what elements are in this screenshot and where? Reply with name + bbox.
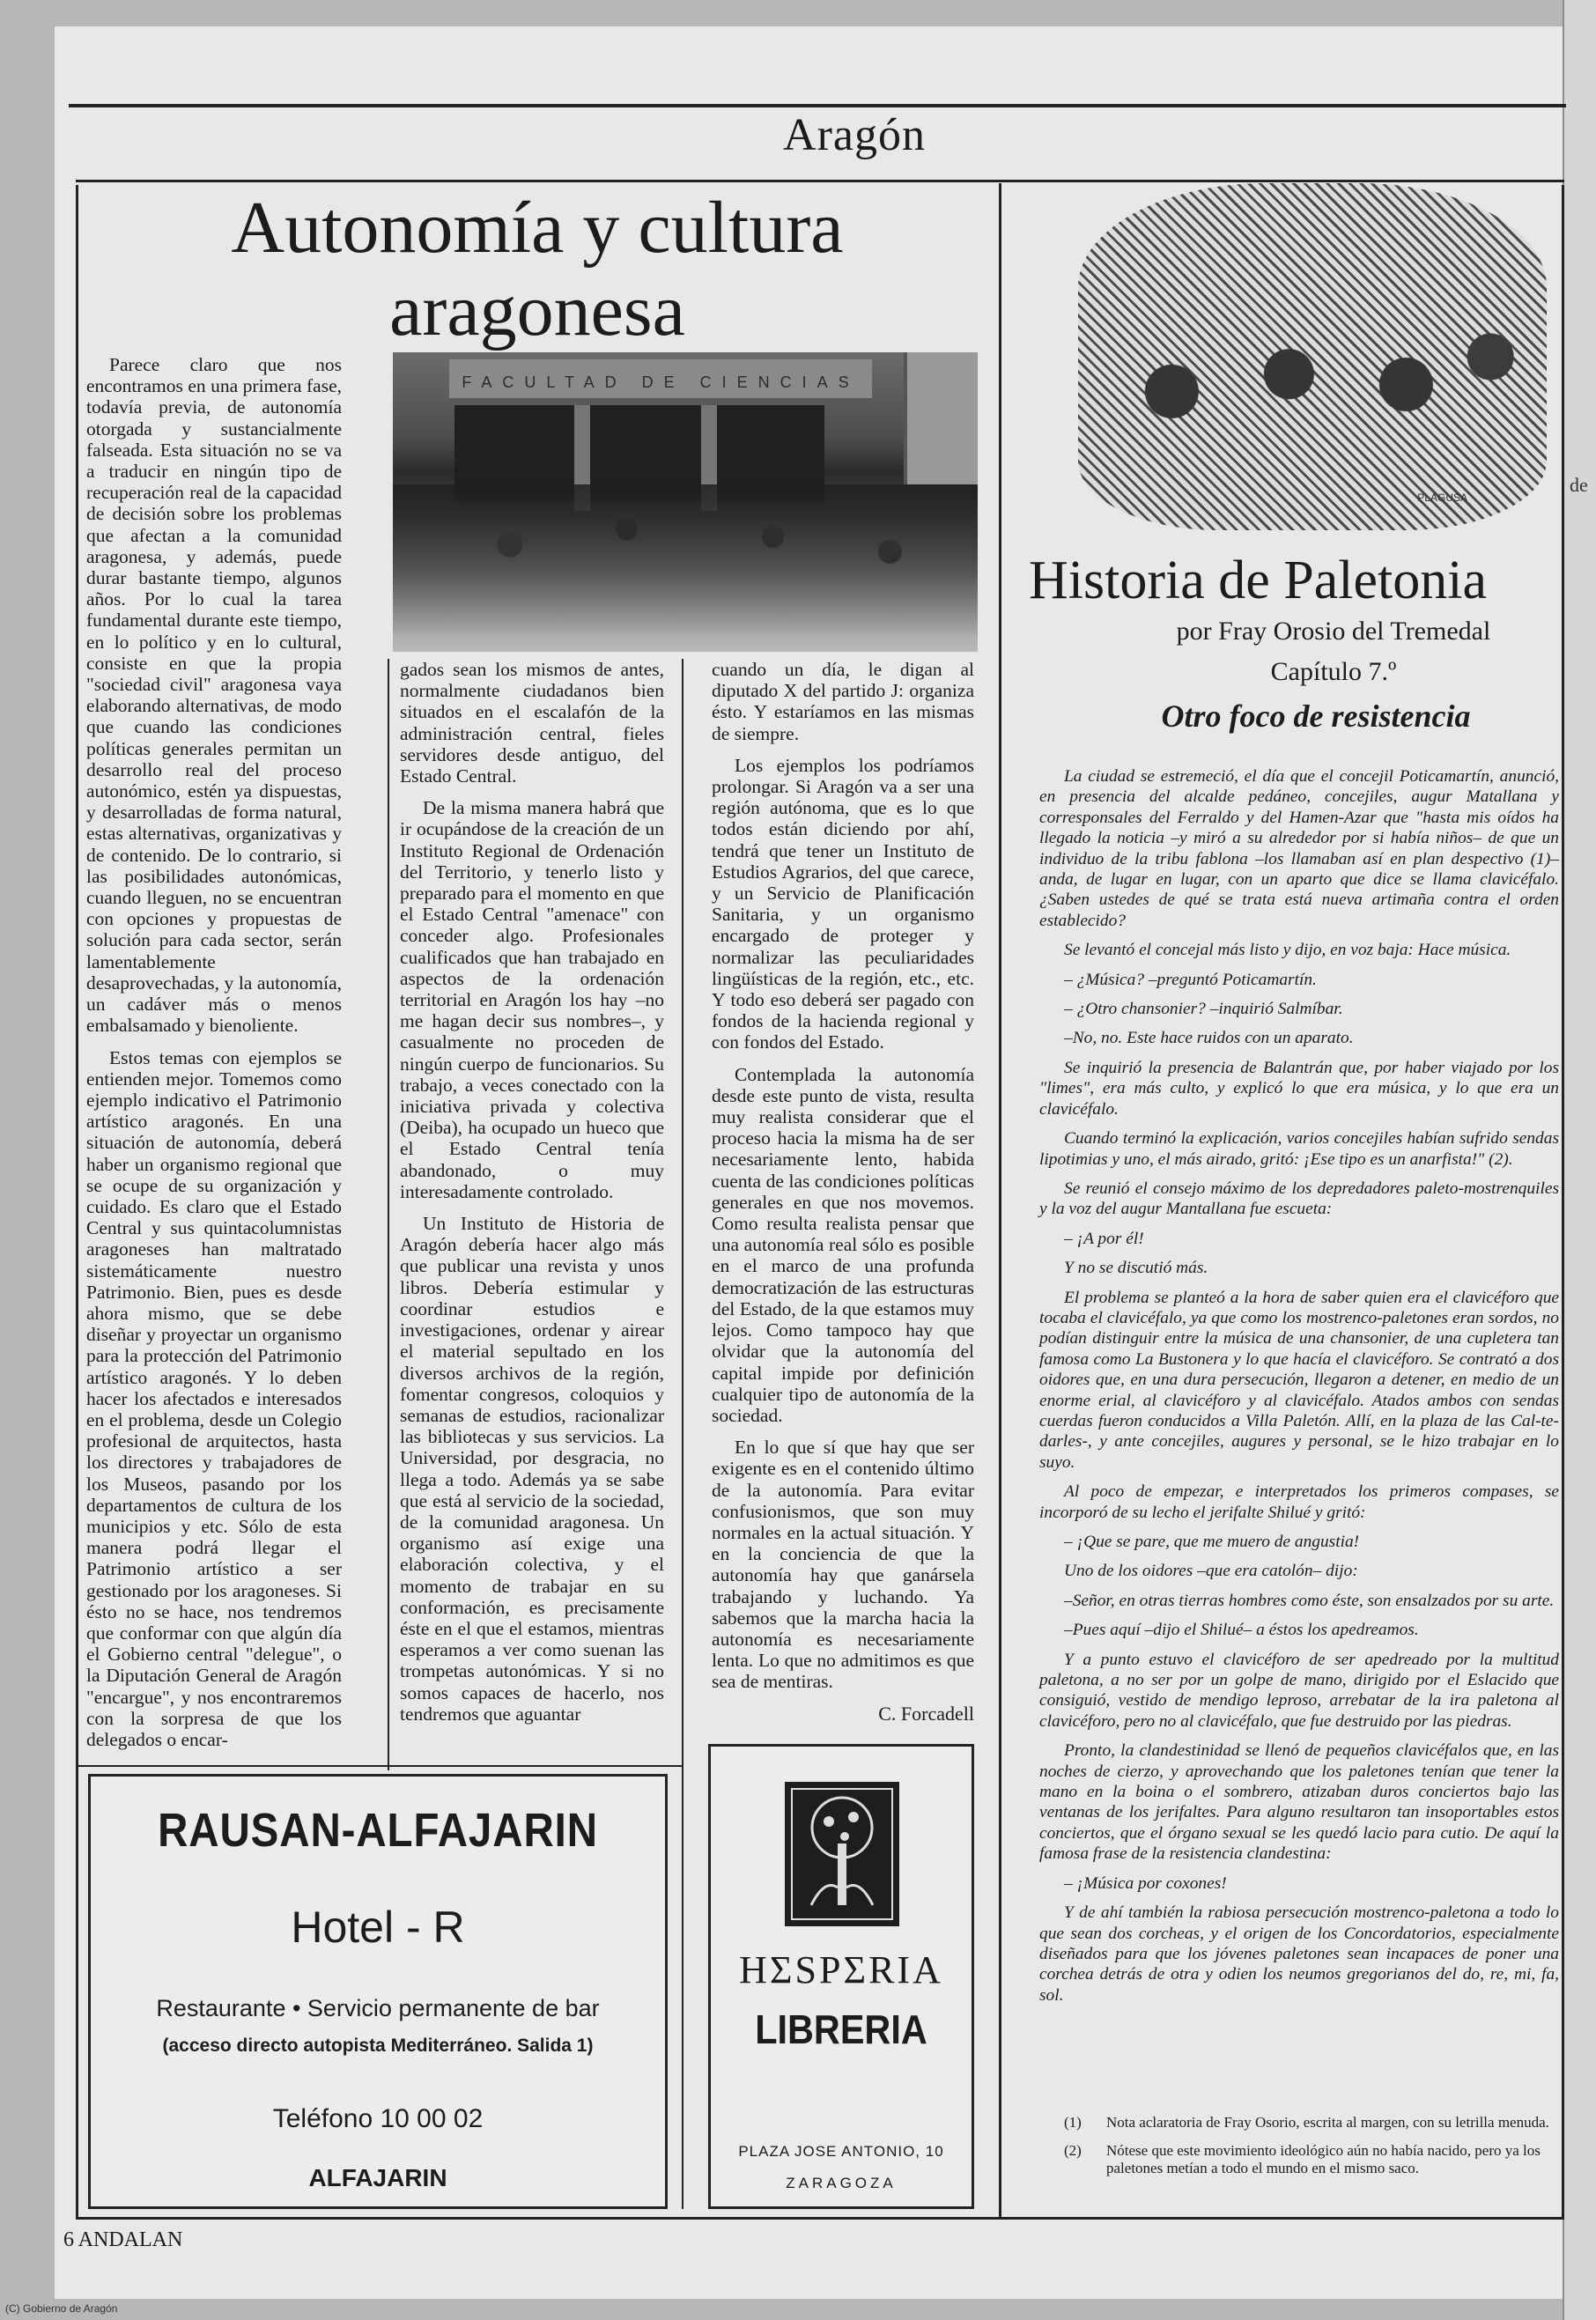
column-divider-1 xyxy=(388,659,389,1770)
chapter-title: Otro foco de resistencia xyxy=(1161,698,1471,734)
ad-brand: RAUSAN-ALFAJARIN xyxy=(158,1804,598,1857)
cartoon-illustration xyxy=(1078,183,1547,530)
cartoon-signature: PLAGUSA xyxy=(1417,491,1467,504)
paragraph: – ¿Otro chansonier? –inquirió Salmíbar. xyxy=(1064,1000,1343,1019)
page-footer: 6 ANDALAN xyxy=(63,2228,183,2251)
paragraph: Pronto, la clandestinidad se llenó de pequeños clavicéfalos que, en las noches de cierzo, y aprovechando que los paletones tenían que tener la mano en la boina o el sombrero, atizaban duros conciertos bajo las ventanas de los jerifaltes. Para alguno resultaron tan insoportables estos conciertos, que el órgano sexual se les quedó lacio para cutio. De aquí la famosa frase de la resistencia clandestina: xyxy=(1039,1741,1559,1864)
paragraph: Se inquirió la presencia de Balantrán que, por haber viajado por los "limes", era más culto, y explicó lo que era música, y lo que era un clavicéfalo. xyxy=(1039,1058,1559,1119)
paragraph: Cuando terminó la explicación, varios concejiles habían sufrido sendas lipotimias y uno, el más airado, gritó: ¡Ese tipo es un anarfista!" (2). xyxy=(1039,1129,1559,1169)
footnote-text: Nota aclaratoria de Fray Osorio, escrita al margen, con su letrilla menuda. xyxy=(1106,2114,1549,2131)
section-title: Aragón xyxy=(783,110,926,160)
column-divider-main xyxy=(999,183,1001,2220)
facade-inscription: FACULTAD DE CIENCIAS xyxy=(462,373,860,391)
paragraph: – ¡A por él! xyxy=(1064,1229,1144,1248)
ad-town: ALFAJARIN xyxy=(308,2164,447,2191)
article-column-1 xyxy=(86,354,342,1761)
paragraph: Contemplada la autonomía desde este punto de vista, resulta muy realista considerar que el proceso hacia la misma ha de ser necesariamente lento, habida cuenta de las condiciones políticas generales en que nos movemos. Como resulta realista pensar que una autonomía real sólo es posible en el marco de una profunda democratización de las estructuras del Estado, de la que estamos muy lejos. Como tampoco hay que olvidar que la autonomía del capital impide por definición cualquier tipo de autonomía de la sociedad. xyxy=(712,1063,974,1426)
adjacent-page-fragment: de xyxy=(1570,474,1588,496)
ad-services: Restaurante • Servicio permanente de bar xyxy=(156,1995,600,2021)
ad-bookshop-name: HΣSPΣRIA xyxy=(739,1948,943,1991)
article-photo xyxy=(393,352,978,652)
paragraph: Y a punto estuvo el clavicéforo de ser apedreado por la multitud paletona, a no ser por un golpe de mano, dirigido por el Eslacido que consiguió, vestido de mendigo leproso, arrebatar de la ira paletona al clavicéforo, pero no al clavicéfalo, que fue destruido por las piedras. xyxy=(1039,1650,1559,1731)
image-credit: (C) Gobierno de Aragón xyxy=(5,2302,118,2315)
ad-hesperia-bookshop xyxy=(708,1744,974,2209)
tree-logo-icon xyxy=(785,1782,899,1926)
section-rule xyxy=(76,180,1564,182)
paragraph: – ¿Música? –preguntó Poticamartín. xyxy=(1064,970,1317,989)
paragraph: En lo que sí que hay que ser exigente es en el contenido último de la autonomía. Para evitar confusionismos, que son muy normales en la actual situación. Y en la conciencia de que la autonomía hay que ganársela trabajando y luchando. Ya sabemos que la marcha hacia la autonomía es necesariamente lenta. Lo que no admitimos es que sea de mentiras. xyxy=(712,1437,974,1693)
ad-hotel: Hotel - R xyxy=(291,1903,465,1952)
paletonia-text xyxy=(1039,766,1559,2014)
article-column-3 xyxy=(712,659,974,1725)
paragraph: Uno de los oidores –que era catolón– dijo: xyxy=(1064,1562,1358,1581)
paragraph: – ¡Que se pare, que me muero de angustia! xyxy=(1064,1533,1360,1551)
building-wing xyxy=(904,352,978,484)
paragraph: El problema se planteó a la hora de saber quien era el clavicéforo que tocaba el clavicéfalo, ya que como los mostrenco-paletones eran sordos, no podían distinguir entre la música de una chansonier, de una cupletera tan famosa como La Bustonera y lo que hacía el clavicéforo. Se contrató a dos oidores que, en una dura persecución, llegaron a detener, en medio de un enorme erial, al clavicéforo y al clavicéfalo. Atados ambos con sendas cuerdas fueron conducidos a Villa Paletón. Allí, en la plaza de las Cal-te-darles-, y ante concejiles, augures y personal, se le hizo trabajar en lo suyo. xyxy=(1039,1288,1559,1472)
building-facade xyxy=(449,359,872,403)
ad-city: ZARAGOZA xyxy=(786,2175,897,2191)
article-column-2 xyxy=(400,659,664,1735)
paragraph: Y de ahí también la rabiosa persecución mostrenco-paletona a todo lo que sean dos corcheas, y el origen de los Concordatorios, especialmente diseñados para que los jóvenes paletones sean incapaces de poner una corchea detrás de otra y odien los neumos gregorianos del do, re, mi, fa, sol. xyxy=(1039,1903,1559,2005)
footnotes xyxy=(1064,2114,1563,2188)
paragraph: Los ejemplos los podríamos prolongar. Si Aragón va a ser una región autónoma, que es lo que todos están diciendo por ahí, tendrá que tener un Instituto de Estudios Agrarios, del que carece, y un Servicio de Planificación Sanitaria, y un organismo encargado de proteger y normalizar las peculiaridades lingüísticas de la región, etc., etc. Y todo eso deberá ser pagado con fondos de la hacienda regional y con fondos del Estado. xyxy=(712,754,974,1053)
footnote-number: (2) xyxy=(1064,2142,1082,2159)
ad-bookshop-type: LIBRERIA xyxy=(755,2006,927,2052)
paragraph: Un Instituto de Historia de Aragón debería hacer algo más que publicar una revista y unos libros. Debería estimular y coordinar estudios e investigaciones, ordenar y airear el material sepultado en los diversos archivos de la región, fomentar congresos, coloquios y semanas de estudios, racionalizar las bibliotecas y sus servicios. La Universidad, por desgracia, no llega a todo. Además ya se sabe que está al servicio de la sociedad, de la comunidad aragonesa. Un organismo así exige una elaboración colectiva, y el momento de trabajar en su conformación, es precisamente éste en el que el estamos, mientras esperamos a ver como suenan las trompetas autonómicas. Y si no somos capaces de hacerlo, nos tendremos que aguantar xyxy=(400,1213,664,1725)
article-headline: Autonomía y cultura aragonesa xyxy=(231,187,844,351)
paragraph: –No, no. Este hace ruidos con un aparato. xyxy=(1064,1029,1354,1048)
crowd xyxy=(393,484,978,634)
paragraph: De la misma manera habrá que ir ocupándose de la creación de un Instituto Regional de Ordenación del Territorio, y tenerlo listo y preparado para el momento en que el Estado Central "amenace" con conceder algo. Profesionales cualificados que han trabajado en aspectos de la ordenación territorial en Aragón los hay –no me hagan decir sus nombres–, y casualmente no proceden de ningún cuerpo de funcionarios. Su trabajo, a veces conectado con la iniciativa privada y colectiva (Deiba), ha ocupado un hueco que el Estado Central tenía abandonado, o muy interesadamente controlado. xyxy=(400,797,664,1202)
paragraph: Y no se discutió más. xyxy=(1064,1259,1208,1278)
ad-phone: Teléfono 10 00 02 xyxy=(272,2104,484,2133)
footnote-text: Nótese que este movimiento ideológico aún no había nacido, pero ya los paletones metían a todo el mundo en el mismo saco. xyxy=(1106,2142,1541,2176)
paragraph: Estos temas con ejemplos se entienden mejor. Tomemos como ejemplo indicativo el Patrimonio artístico aragonés. En una situación de autonomía, deberá haber un organismo regional que se ocupe de su organización y cuidado. Es claro que el Estado Central y sus quintacolumnistas aragoneses han maltratado sistemáticamente nuestro Patrimonio. Bien, pues es desde ahora mismo, que se debe diseñar y proyectar un organismo para la protección del Patrimonio artístico aragonés. Y lo deben hacer los afectados e interesados en el problema, desde un Colegio profesional de arquitectos, hasta los directores y trabajadores de los Museos, pasando por los departamentos de cultura de los municipios y etc. Sólo de esta manera podrá llegar el Patrimonio artístico a ser gestionado por los aragoneses. Si ésto no se hace, nos tendremos que conformar con que algún día el Gobierno central "delegue", o la Diputación General de Aragón "encargue", y nos encontraremos con la sorpresa de que los delegados o encar- xyxy=(86,1046,342,1750)
chapter-label: Capítulo 7.º xyxy=(1270,657,1397,686)
adjacent-page-edge xyxy=(1563,0,1596,2320)
author-signature: C. Forcadell xyxy=(878,1702,974,1725)
paragraph: La ciudad se estremeció, el día que el concejil Poticamartín, anunció, en presencia del alcalde pedáneo, concejiles, augur Matallana y corresponsales del Ferraldo y del Hamen-Azar que "hasta mis oídos ha llegado la noticia –y miró a su alrededor por si había niños– de que un individuo de la tribu fablona –los llamaban así en plan despectivo (1)– anda, de lugar en lugar, con un aparto que dice se llama clavicéfalo. ¿Saben ustedes de qué se trata está nueva artimaña contra el orden establecido? xyxy=(1039,767,1559,930)
paragraph: Se reunió el consejo máximo de los depredadores paleto-mostrenquiles y la voz del augur Mantallana fue escueta: xyxy=(1039,1178,1559,1219)
paragraph: – ¡Música por coxones! xyxy=(1064,1873,1227,1893)
footnote xyxy=(1064,2114,1563,2132)
paragraph: Al poco de empezar, e interpretados los primeros compases, se incorporó de su lecho el jerifalte Shilué y gritó: xyxy=(1039,1482,1559,1522)
byline: por Fray Orosio del Tremedal xyxy=(1176,617,1491,646)
top-rule xyxy=(69,104,1566,107)
paragraph: Parece claro que nos encontramos en una primera fase, todavía previa, de autonomía otorgada y sustancialmente falseada. Esta situación no se va a traducir en ningún tipo de recuperación real de la capacidad de decisión sobre los problemas que afectan a la comunidad aragonesa, y además, puede durar bastante tiempo, algunos años. Por lo cual la tarea fundamental durante este tiempo, en lo político y en lo cultural, consiste en que la propia "sociedad civil" aragonesa vaya elaborando alternativas, de modo que cuando las condiciones políticas generales permitan un desarrollo real del proceso autonómico, estén ya dispuestas, y desarrolladas de forma natural, estas alternativas, organizativas y de contenido. De lo contrario, si las posibilidades autonómicas, cuando lleguen, no se encuentran con opciones y propuestas de solución para cada sector, serán lamentablemente desaprovechadas, y la autonomía, un cadáver más o menos embalsamado y bienoliente. xyxy=(86,354,342,1037)
footnote-number: (1) xyxy=(1064,2114,1082,2131)
column-title: Historia de Paletonia xyxy=(1029,550,1487,610)
paragraph: gados sean los mismos de antes, normalmente ciudadanos bien situados en el escalafón de la administración central, fieles servidores desde antiguo, del Estado Central. xyxy=(400,659,664,787)
paragraph: –Pues aquí –dijo el Shilué– a éstos los apedreamos. xyxy=(1064,1621,1419,1640)
paragraph: –Señor, en otras tierras hombres como éste, son ensalzados por su arte. xyxy=(1064,1591,1555,1610)
ad-rausan-hotel xyxy=(88,1774,668,2209)
footnote xyxy=(1064,2142,1563,2177)
paragraph: Se levantó el concejal más listo y dijo, en voz baja: Hace música. xyxy=(1064,941,1511,960)
ad-address: PLAZA JOSE ANTONIO, 10 xyxy=(738,2143,944,2160)
column-divider-2 xyxy=(682,659,683,2209)
paragraph: cuando un día, le digan al diputado X del partido J: organiza ésto. Y estaríamos en las mismas de siempre. xyxy=(712,659,974,744)
ad-top-rule xyxy=(76,1765,683,1767)
ad-access-note: (acceso directo autopista Mediterráneo. Salida 1) xyxy=(162,2036,594,2056)
